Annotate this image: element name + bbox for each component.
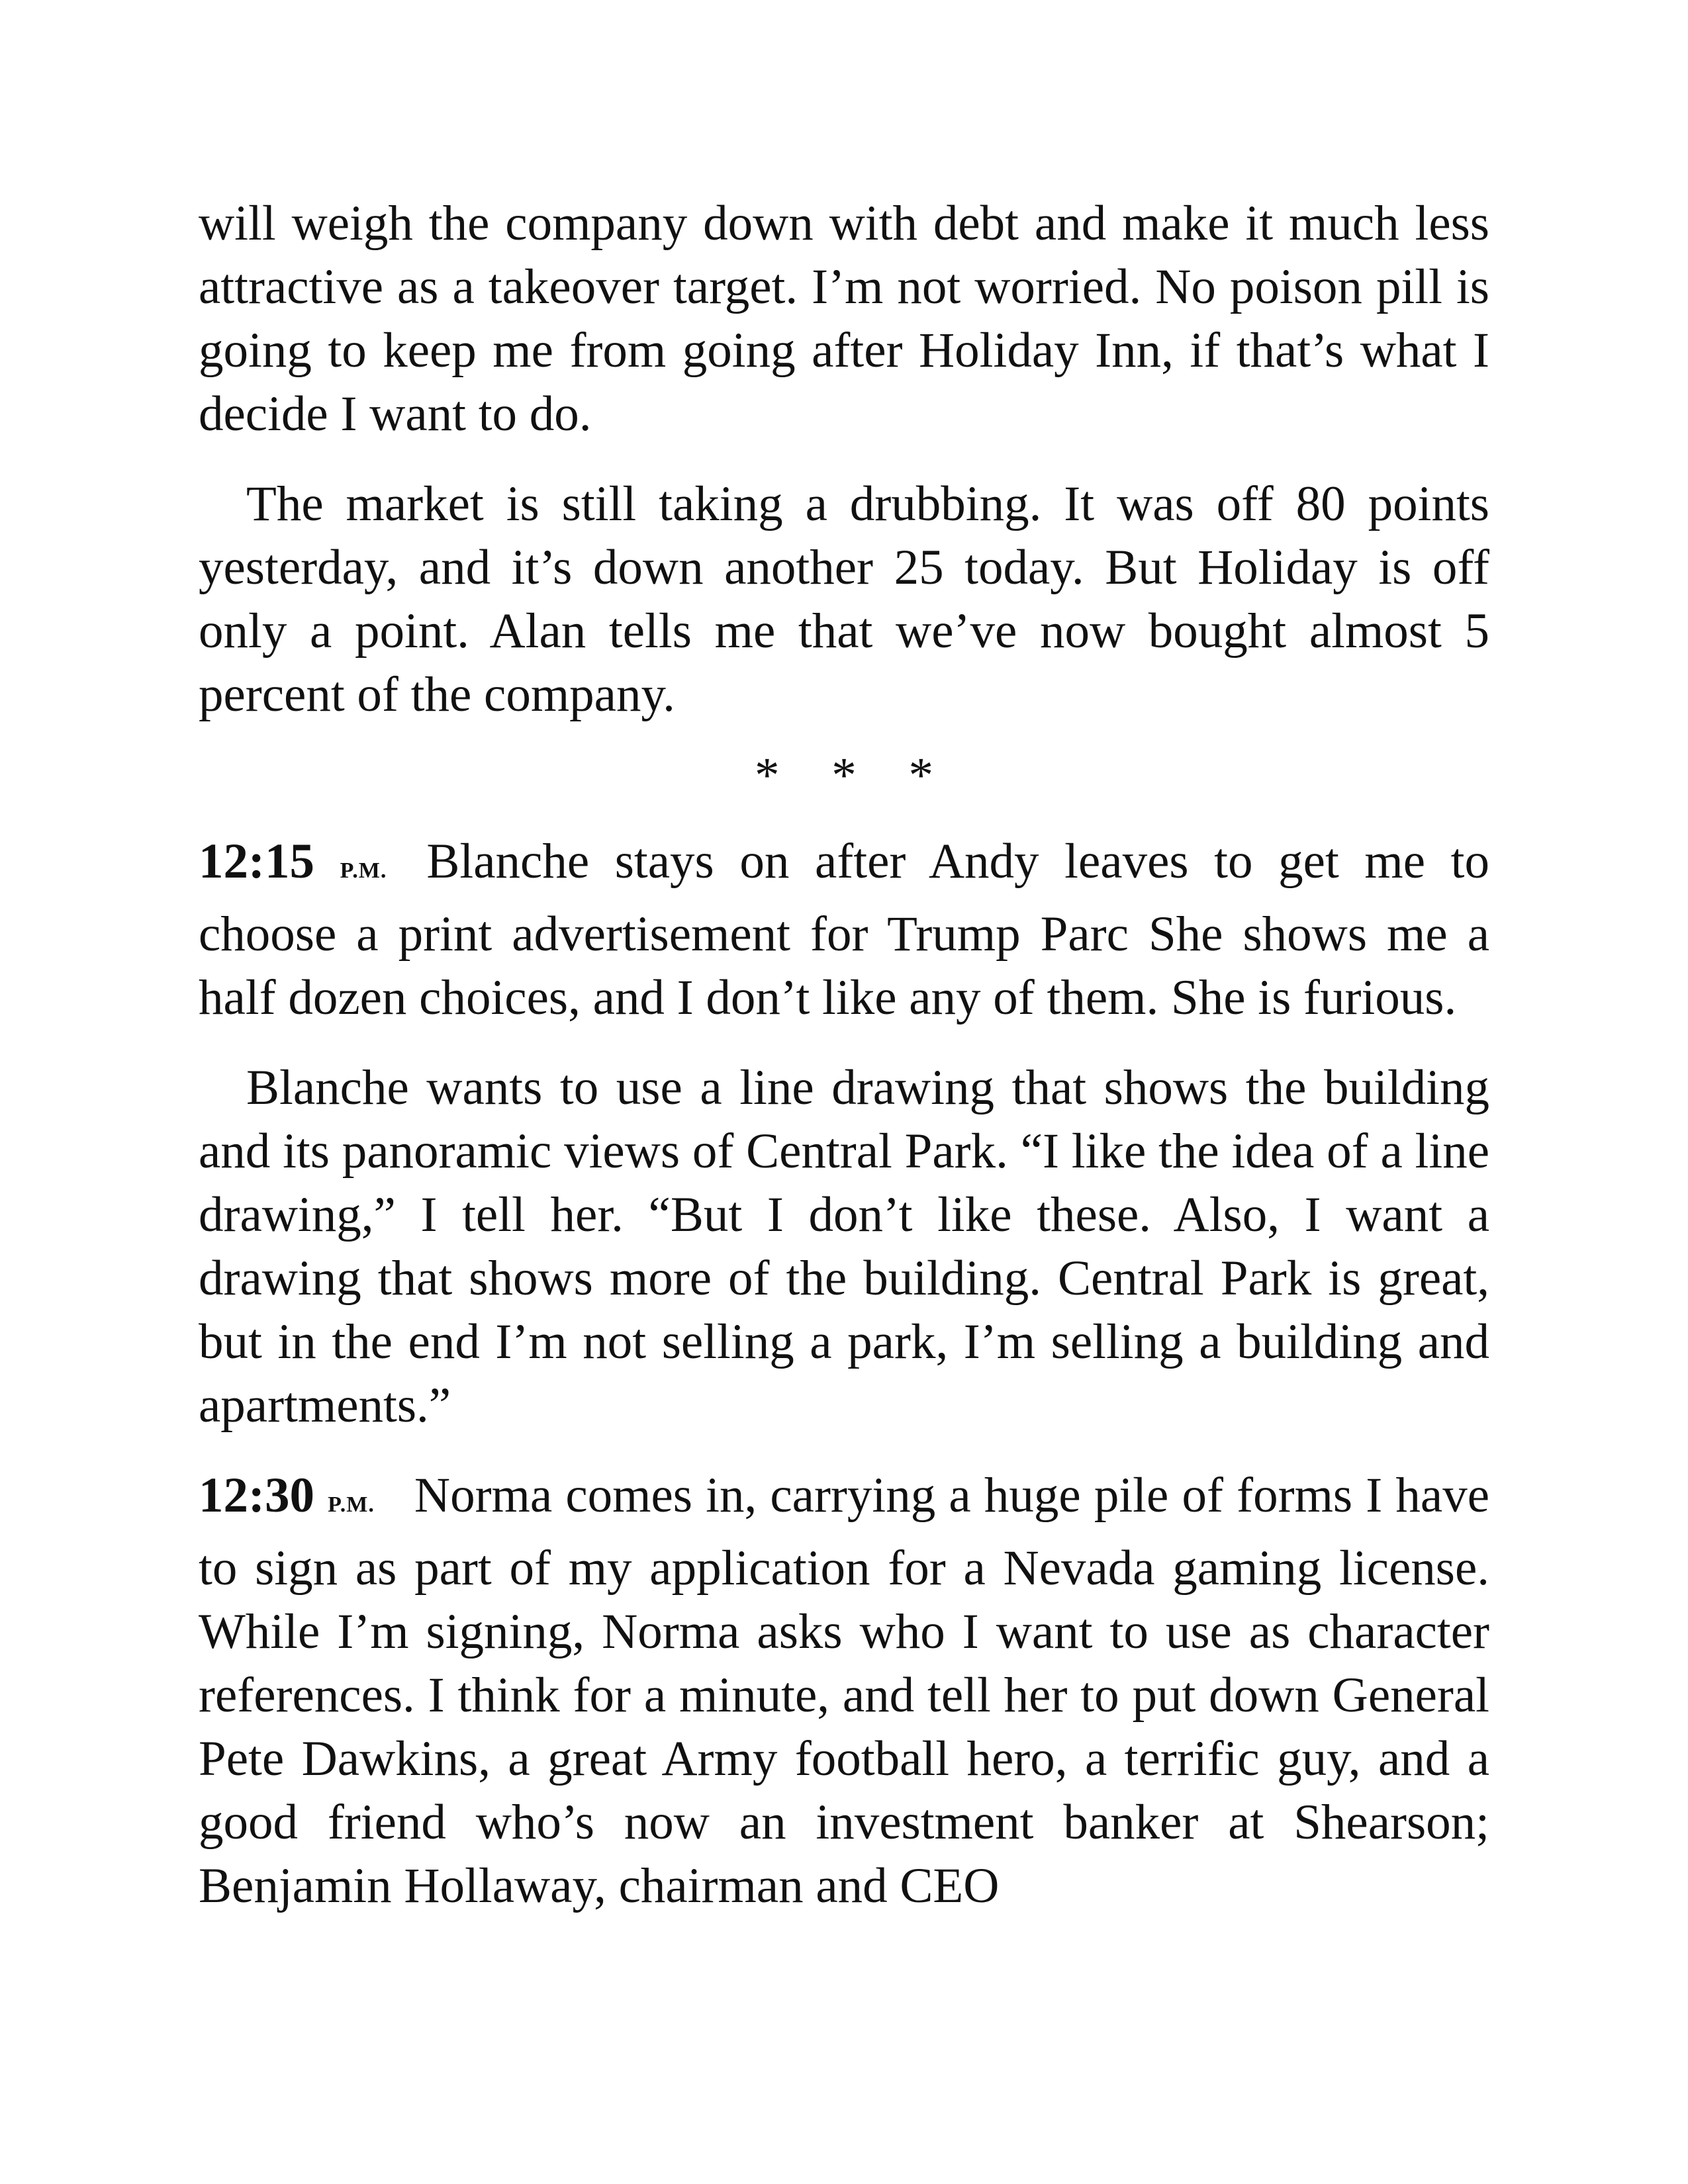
entry-time-suffix: P.M. (328, 1492, 375, 1517)
entry-text: Blanche stays on after Andy leaves to get me to choose a print advertisement for Trump Parc She shows me a half dozen choices, and I don’t like any of them. She is furious. (199, 834, 1490, 1025)
entry-time: 12:15 (199, 834, 314, 889)
entry-text: Norma comes in, carrying a huge pile of forms I have to sign as part of my application for a Nevada gaming license. While I’m signing, Norma asks who I want to use as character references. I think for a minute, and tell her to put down General Pete Dawkins, a great Army football hero, a terrific guy, and a good friend who’s now an investment banker at Shearson; Benjamin Hollaway, chairman and CEO (199, 1468, 1489, 1913)
entry-time-suffix: P.M. (340, 858, 387, 883)
paragraph-line-drawing: Blanche wants to use a line drawing that shows the building and its panoramic views of Central Park. “I like the idea of a line drawing,” I tell her. “But I don’t like these. Also, I want a drawing that shows more of the building. Central Park is great, but in the end I’m not selling a park, I’m selling a building and apartments.” (199, 1060, 1489, 1433)
entry-1230 (199, 1464, 1489, 1918)
entry-1215 (199, 830, 1489, 1030)
paragraph-continuation: will weigh the company down with debt and make it much less attractive as a takeover target. I’m not worried. No poison pill is going to keep me from going after Holiday Inn, if that’s what I decide I want to do. (199, 196, 1489, 441)
section-separator: * * * (755, 748, 953, 803)
paragraph-market: The market is still taking a drubbing. It was off 80 points yesterday, and it’s down another 25 today. But Holiday is off only a point. Alan tells me that we’ve now bought almost 5 percent of the company. (199, 477, 1489, 722)
entry-time: 12:30 (199, 1468, 314, 1523)
book-page (199, 192, 1489, 1918)
